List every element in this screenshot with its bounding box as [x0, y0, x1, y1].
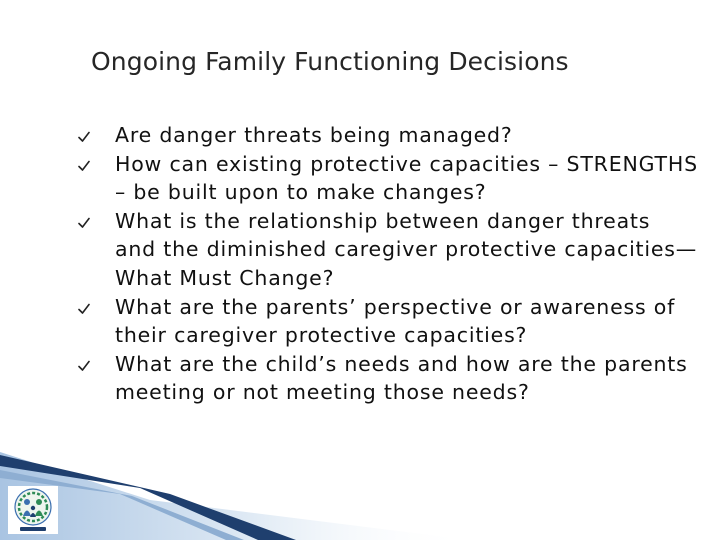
- bullet-item: [78, 207, 698, 293]
- bullet-list: [78, 121, 698, 407]
- checkmark-icon: [78, 207, 92, 235]
- checkmark-icon: [78, 293, 92, 321]
- checkmark-icon: [78, 350, 92, 378]
- checkmark-icon: [78, 150, 92, 178]
- checkmark-icon: [78, 121, 92, 149]
- organization-logo: [8, 486, 58, 534]
- bullet-text: Are danger threats being managed?: [115, 123, 513, 147]
- bullet-item: [78, 293, 698, 350]
- bullet-item: [78, 350, 698, 407]
- bullet-text: How can existing protective capacities – STRENGTHS – be built upon to make changes?: [115, 151, 698, 205]
- bullet-text: What is the relationship between danger threats and the diminished caregiver protective capacities—What Must Change?: [115, 208, 698, 290]
- bullet-item: [78, 121, 698, 150]
- bullet-item: [78, 150, 698, 207]
- bullet-text: What are the parents’ perspective or awareness of their caregiver protective capacities?: [115, 294, 676, 348]
- bullet-text: What are the child’s needs and how are the parents meeting or not meeting those needs?: [115, 351, 688, 405]
- slide-title: Ongoing Family Functioning Decisions: [91, 47, 569, 76]
